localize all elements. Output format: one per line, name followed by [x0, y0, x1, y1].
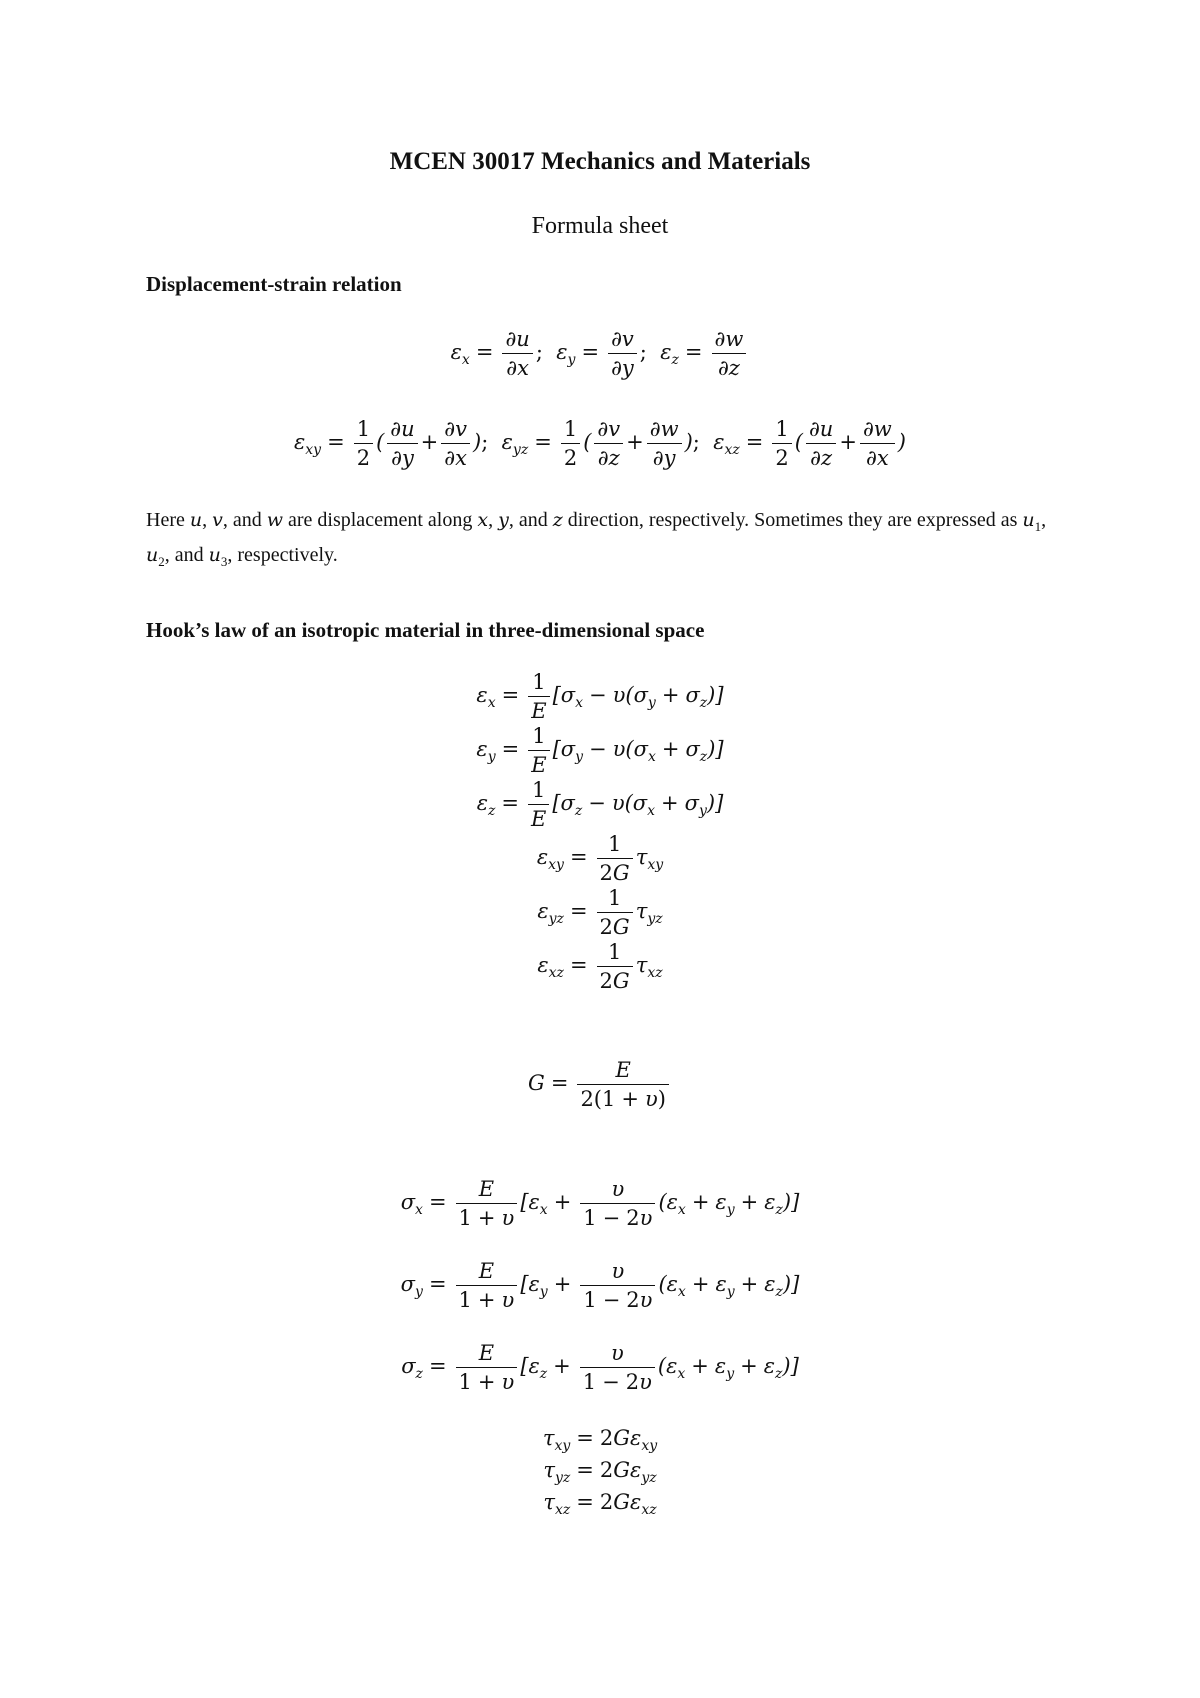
equation-stress-z: $\sigma_z$ = $\frac{E}{1 + \upsilon}$ [$\varepsilon_z$ + $\frac{\upsilon}{1 - 2\upsilon}$ $(\varepsilon_x + \varepsilon_y + \varepsilon_z)$]: [401, 1341, 799, 1394]
page-title: MCEN 30017 Mechanics and Materials: [389, 148, 811, 175]
equation-normal-strains: $\varepsilon_x$ = $\frac{\partial u}{\partial x}$ ; $\varepsilon_y$ = $\frac{\partial v}{\partial y}$ ; $\varepsilon_z$ = $\frac{\partial w}{\partial z}$: [0, 325, 1200, 382]
equation-shear-stress-xy: $\tau_{xy} = 2G\varepsilon_{xy}$: [542, 1426, 658, 1455]
section-heading-hooke: Hook’s law of an isotropic material in three-dimensional space: [146, 618, 705, 642]
equation-shear-strains: $\varepsilon_{xy}$ = $\frac{1}{2}$ ( $\frac{\partial u}{\partial y}$ + $\frac{\partial v}{\partial x}$ ); $\varepsilon_{yz}$ = $\frac{1}{2}$ ( $\frac{\partial v}{\partial z}$ + $\frac{\partial w}{\partial y}$ ); $\varepsilon_{xz}$ = $\frac{1}{2}$ ( $\frac{\partial u}{\partial z}$ + $\frac{\partial w}{\partial x}$ ): [293, 417, 906, 470]
equation-strain-yz: $\varepsilon_{yz}$ = $\frac{1}{2G}$ $\tau_{yz}$: [537, 886, 663, 939]
equation-shear-modulus: G = $\frac{E}{2(1 + \upsilon)}$: [0, 1056, 1200, 1113]
equation-strain-xz: $\varepsilon_{xz}$ = $\frac{1}{2G}$ $\tau_{xz}$: [537, 940, 663, 993]
equation-strain-z: $\varepsilon_z$ = $\frac{1}{E}$ $[\sigma_z - \upsilon(\sigma_x + \sigma_y)]$: [476, 778, 724, 831]
equation-shear-stress-yz: $\tau_{yz} = 2G\varepsilon_{yz}$: [543, 1458, 657, 1487]
equation-strain-y: $\varepsilon_y$ = $\frac{1}{E}$ $[\sigma_y - \upsilon(\sigma_x + \sigma_z)]$: [476, 724, 724, 777]
equation-stress-x: $\sigma_x$ = $\frac{E}{1 + \upsilon}$ [$\varepsilon_x$ + $\frac{\upsilon}{1 - 2\upsilon}$ $(\varepsilon_x + \varepsilon_y + \varepsilon_z)$]: [400, 1177, 800, 1230]
equation-shear-stress-xz: $\tau_{xz} = 2G\varepsilon_{xz}$: [543, 1490, 657, 1519]
page-subtitle: Formula sheet: [531, 213, 669, 239]
equation-strain-xy: $\varepsilon_{xy}$ = $\frac{1}{2G}$ $\tau_{xy}$: [536, 832, 664, 885]
equation-strain-x: $\varepsilon_x$ = $\frac{1}{E}$ $[\sigma_x - \upsilon(\sigma_y + \sigma_z)]$: [476, 670, 724, 723]
displacement-explanation: Here u, v, and w are displacement along x, y, and z direction, respectively. Sometimes they are expressed as $u_1$, $u_2$, and $u_3$, respectively.: [146, 509, 1047, 569]
equation-stress-y: $\sigma_y$ = $\frac{E}{1 + \upsilon}$ [$\varepsilon_y$ + $\frac{\upsilon}{1 - 2\upsilon}$ $(\varepsilon_x + \varepsilon_y + \varepsilon_z)$]: [400, 1259, 800, 1312]
section-heading-displacement: Displacement-strain relation: [146, 272, 402, 296]
